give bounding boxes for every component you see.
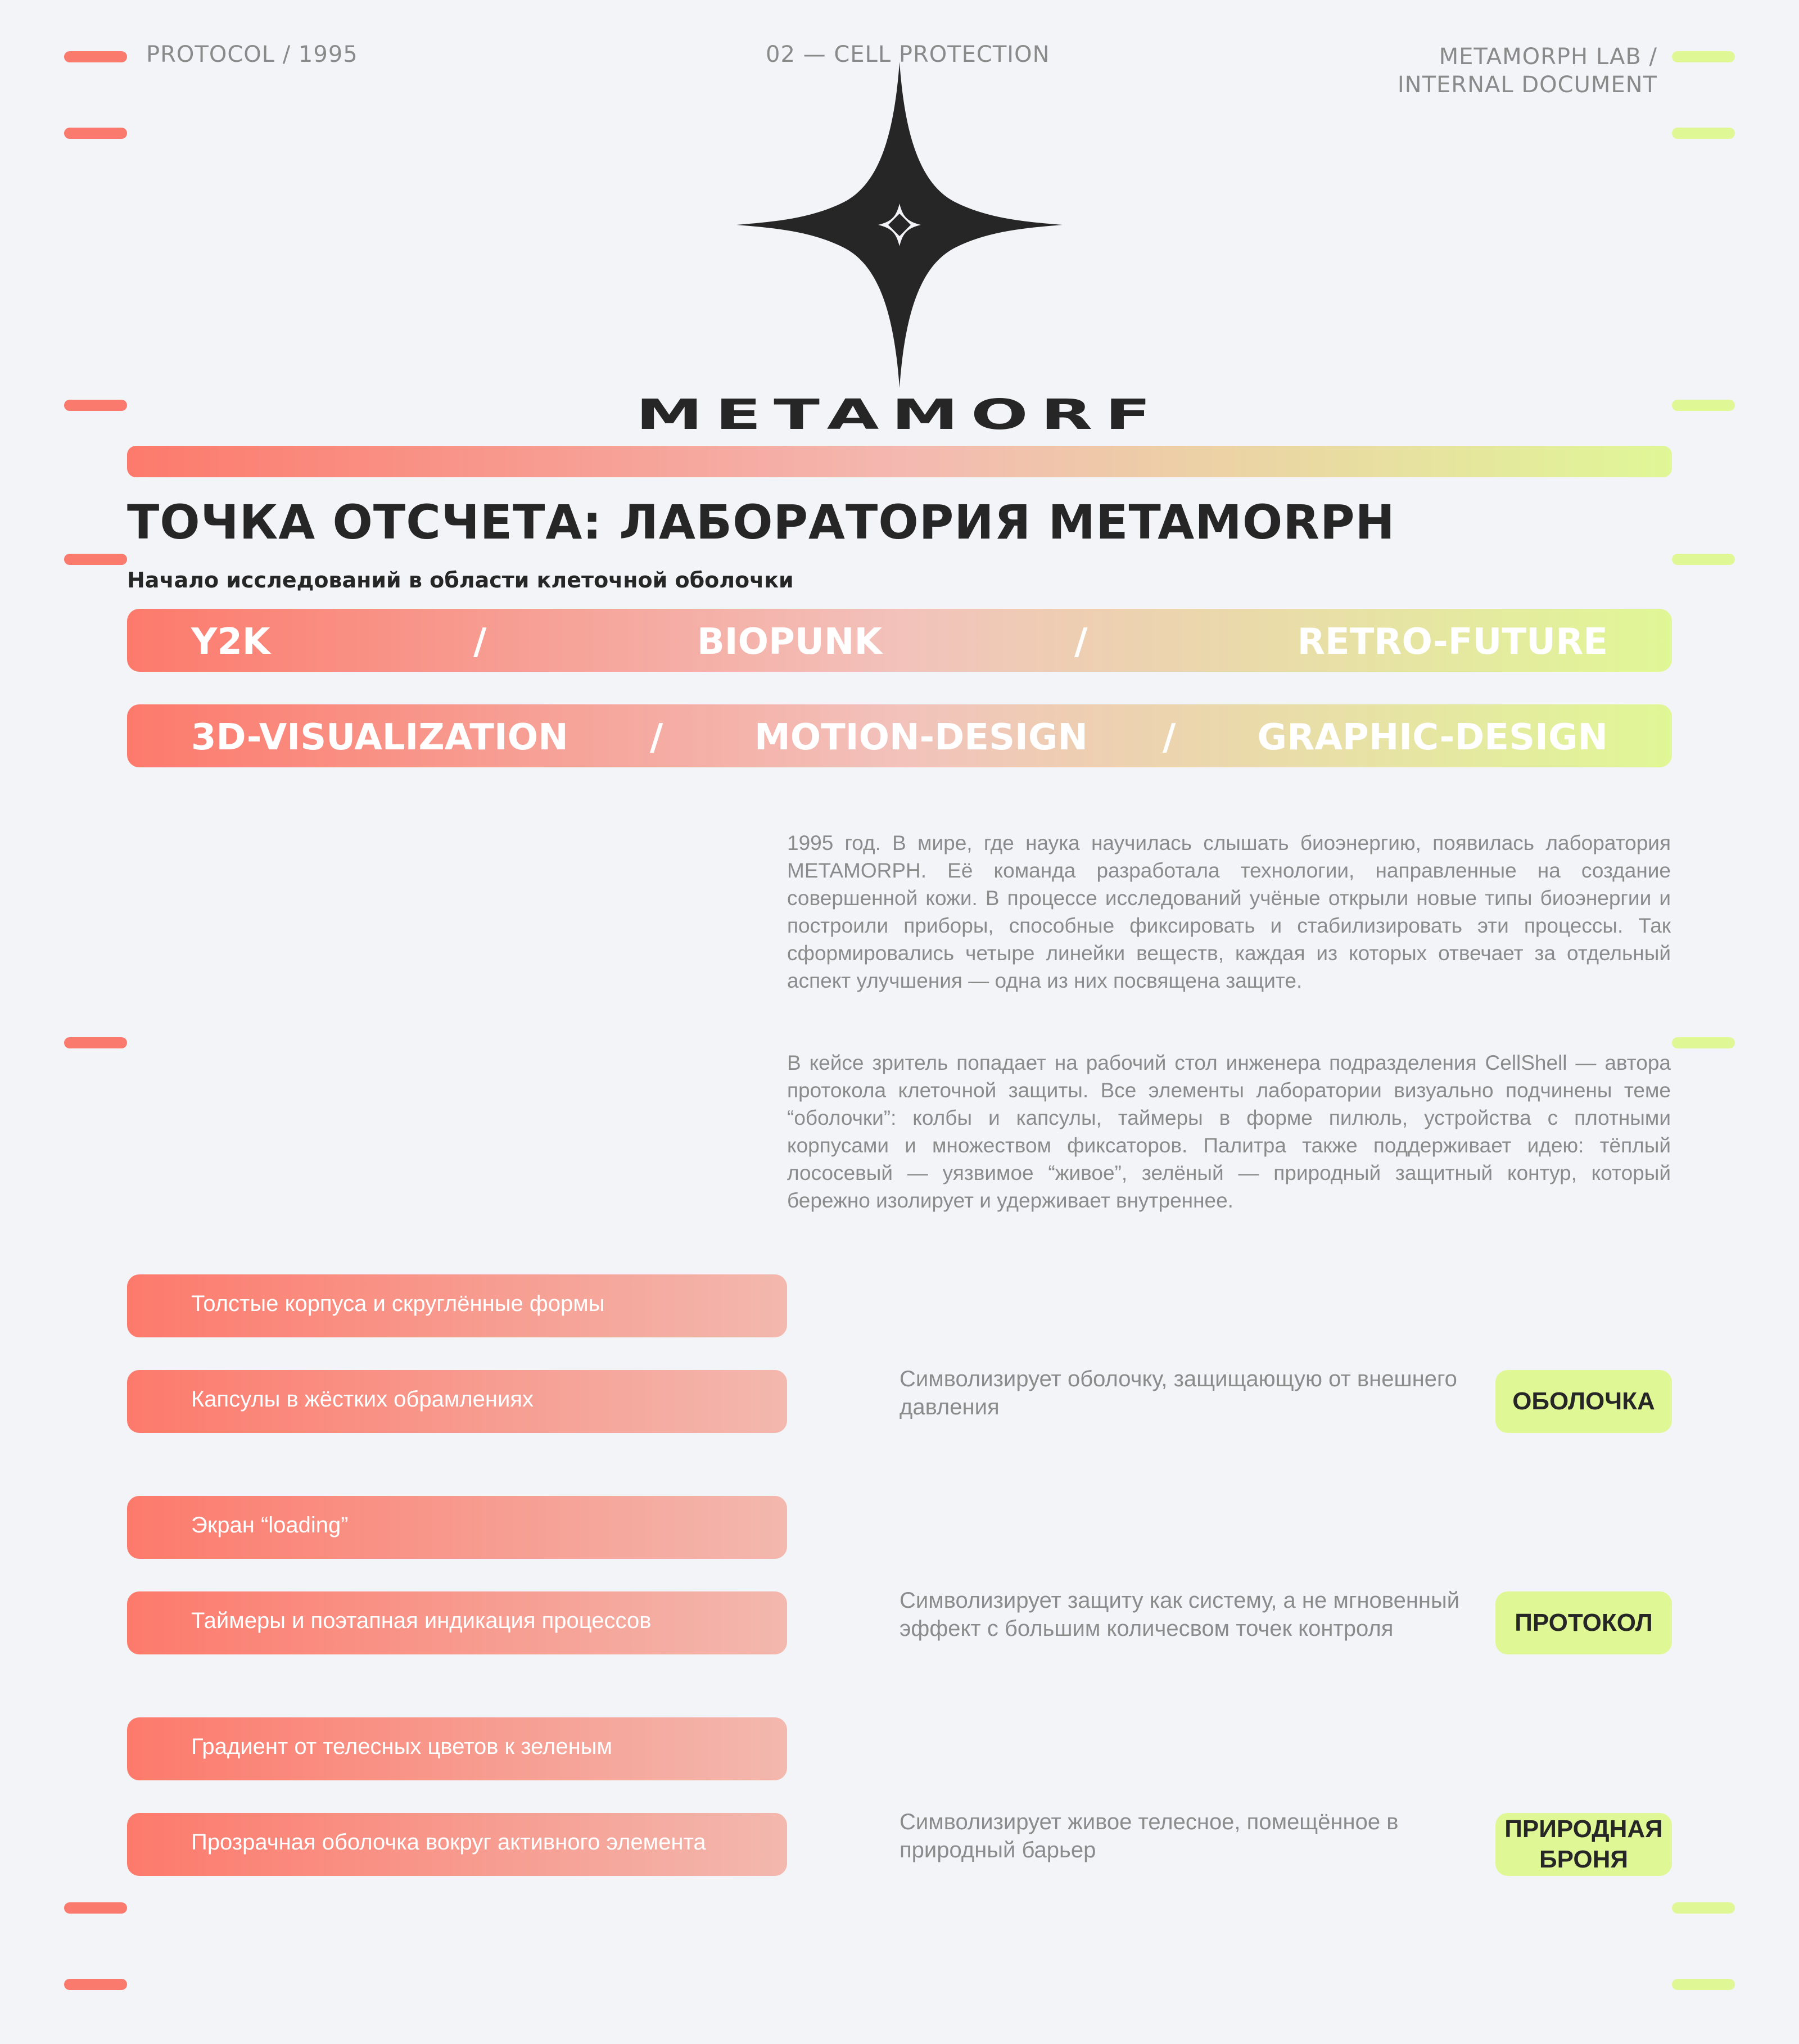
feature-pill [127,1591,787,1654]
feature-pill [127,1717,787,1780]
concept-description: Символизирует живое телесное, помещённое в природный барьер [899,1810,1399,1862]
feature-label: Экран “loading” [191,1513,349,1537]
decor-dash [1672,128,1735,139]
tag-3d-visualization: 3D-VISUALIZATION [191,717,568,758]
decor-dash [1672,1902,1735,1914]
lab-label-line1: METAMORPH LAB / [1439,44,1657,70]
decor-dash [1672,400,1735,411]
feature-label: Капсулы в жёстких обрамлениях [191,1387,534,1412]
tag-motion-design: MOTION-DESIGN [754,717,1088,758]
badge-natural-armor: ПРИРОДНАЯ БРОНЯ [1495,1813,1672,1876]
decor-dash [64,1979,127,1990]
decor-dash [1672,1037,1735,1048]
page-subtitle: Начало исследований в области клеточной оболочки [127,568,794,593]
concept-description: Символизирует защиту как систему, а не мгновенный эффект с большим количесвом точек контроля [899,1588,1460,1641]
tag-retro-future: RETRO-FUTURE [1297,621,1608,663]
discipline-tags-row [127,704,1672,767]
decor-dash [64,554,127,565]
decor-dash [64,128,127,139]
decor-dash [1672,1979,1735,1990]
feature-label: Толстые корпуса и скруглённые формы [191,1291,605,1316]
tag-separator: / [650,717,663,758]
case-paragraph: В кейсе зритель попадает на рабочий стол инженера подразделения CellShell — автора протокола клеточной защиты. Все элементы лаборатории визуально подчинены теме “оболочки”: колбы и капсулы, таймеры в форме пилюль, устройства с плотными корпусами и множеством фиксаторов. Палитра также поддерживает идею: тёплый лососевый — уязвимое “живое”, зелёный — природный защитный контур, который бережно изолирует и удерживает внутреннее. [787,1051,1671,1212]
feature-pill [127,1274,787,1337]
tag-graphic-design: GRAPHIC-DESIGN [1257,717,1608,758]
badge-protocol: ПРОТОКОЛ [1495,1591,1672,1654]
decor-dash [1672,554,1735,565]
gradient-divider [127,446,1672,477]
feature-label: Прозрачная оболочка вокруг активного элемента [191,1830,706,1855]
decor-dash [64,1037,127,1048]
style-tags-row [127,609,1672,672]
feature-label: Градиент от телесных цветов к зеленым [191,1734,612,1759]
decor-dash [64,1902,127,1914]
lab-label [1398,43,1657,99]
badge-shell: ОБОЛОЧКА [1495,1370,1672,1433]
tag-separator: / [1163,717,1176,758]
tag-biopunk: BIOPUNK [697,621,883,663]
feature-pill [127,1813,787,1876]
tag-y2k: Y2K [191,621,270,663]
feature-label: Таймеры и поэтапная индикация процессов [191,1608,652,1633]
decor-dash [1672,51,1735,62]
brand-wordmark: METAMORF [635,391,1164,440]
section-label: 02 — CELL PROTECTION [766,42,1050,67]
concept-description: Символизирует оболочку, защищающую от внешнего давления [899,1367,1457,1419]
feature-pill [127,1370,787,1433]
protocol-label: PROTOCOL / 1995 [146,42,358,67]
intro-paragraph: 1995 год. В мире, где наука научилась слышать биоэнергию, появилась лаборатория METAMORPH. Её команда разработала технологии, направленные на создание совершенной кожи. В процессе исследований учёные открыли новые типы биоэнергии и построили приборы, способные фиксировать и стабилизировать эти процессы. Так сформировались четыре линейки веществ, каждая из которых отвечает за отдельный аспект улучшения — одна из них посвящена защите. [787,831,1671,992]
decor-dash [64,51,127,62]
four-point-star-logo-icon [736,62,1063,388]
tag-separator: / [1074,621,1088,663]
decor-dash [64,400,127,411]
feature-pill [127,1496,787,1559]
lab-label-line2: INTERNAL DOCUMENT [1397,72,1657,98]
page-title: ТОЧКА ОТСЧЕТА: ЛАБОРАТОРИЯ METAMORPH [127,495,1395,550]
tag-separator: / [473,621,487,663]
